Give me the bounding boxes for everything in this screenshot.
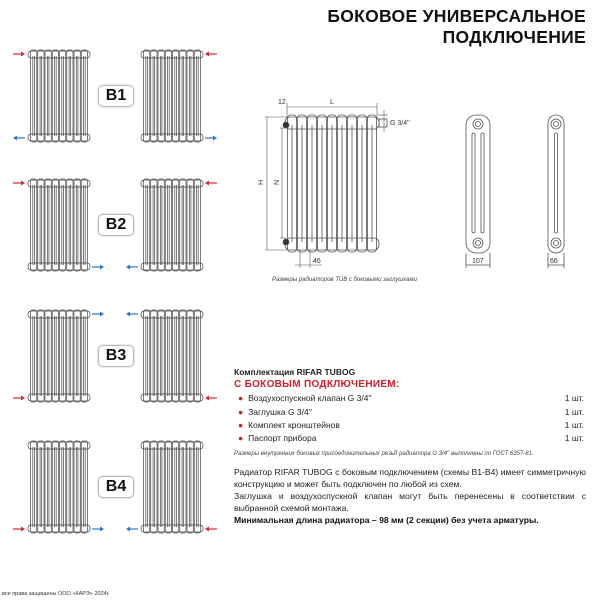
supply-arrow-icon [205, 181, 217, 186]
kit-item-qty: 1 шт. [564, 433, 584, 444]
radiator-left [28, 441, 90, 533]
radiator-left [28, 50, 90, 142]
scheme-label-b2: B2 [98, 214, 134, 236]
radiator-right [141, 179, 203, 271]
kit-item-name: Комплект кронштейнов [248, 419, 340, 430]
dim-l-label: L [330, 99, 334, 106]
radiator-right [141, 310, 203, 402]
kit-item-qty: 1 шт. [564, 406, 584, 417]
thread-note: Размеры внутренних боковых присоединительных резьб радиатора G 3/4'' выполнены по ГОСТ 6357-81. [234, 451, 534, 457]
kit-item [234, 433, 584, 443]
kit-item-name: Заглушка G 3/4'' [248, 406, 312, 417]
kit-item-qty: 1 шт. [564, 393, 584, 404]
kit-item-qty: 1 шт. [564, 419, 584, 430]
copyright: все права защищены ООО «КАРЭ» 2024г. [2, 591, 110, 597]
return-arrow-icon [126, 312, 138, 317]
bullet-icon: ● [238, 406, 244, 417]
radiator-right [141, 50, 203, 142]
description-p2: Заглушка и воздухоспускной клапан могут быть перенесены в соответствии с выбранной схемой монтажа. [234, 491, 586, 513]
return-arrow-icon [92, 527, 104, 532]
dim-12-label: 12 [278, 99, 286, 106]
dim-h-label: H [258, 179, 265, 185]
scheme-label-b4: B4 [98, 476, 134, 498]
dim-n-label: N [274, 179, 281, 185]
dim-46-label: 46 [313, 258, 321, 265]
supply-arrow-icon [13, 527, 25, 532]
supply-arrow-icon [13, 52, 25, 57]
bullet-icon: ● [238, 419, 244, 430]
description-p3: Минимальная длина радиатора – 98 мм (2 секции) без учета арматуры. [234, 515, 539, 525]
kit-subheading: С БОКОВЫМ ПОДКЛЮЧЕНИЕМ: [234, 379, 400, 390]
supply-arrow-icon [205, 527, 217, 532]
kit-item [234, 407, 584, 417]
kit-heading: Комплектация RIFAR TUBOG [234, 367, 356, 377]
supply-arrow-icon [205, 52, 217, 57]
return-arrow-icon [205, 136, 217, 141]
drawing-caption: Размеры радиаторов TUB с боковыми заглушками [272, 277, 417, 283]
supply-arrow-icon [205, 396, 217, 401]
dimension-drawing [250, 90, 600, 280]
radiator-side-view-2-column [548, 115, 564, 268]
radiator-right [141, 441, 203, 533]
kit-section [234, 367, 584, 443]
dim-107-label: 107 [472, 258, 484, 265]
page-title [327, 6, 586, 48]
kit-item [234, 393, 584, 403]
scheme-label-b3: B3 [98, 345, 134, 367]
bullet-icon: ● [238, 433, 244, 444]
title-line-2: ПОДКЛЮЧЕНИЕ [442, 27, 586, 47]
kit-item [234, 420, 584, 430]
return-arrow-icon [13, 136, 25, 141]
radiator-left [28, 310, 90, 402]
bullet-icon: ● [238, 393, 244, 404]
kit-item-name: Воздухоспускной клапан G 3/4'' [248, 393, 372, 404]
dim-66-label: 66 [550, 258, 558, 265]
return-arrow-icon [126, 527, 138, 532]
supply-arrow-icon [13, 181, 25, 186]
return-arrow-icon [92, 265, 104, 270]
return-arrow-icon [126, 265, 138, 270]
return-arrow-icon [92, 312, 104, 317]
kit-item-name: Паспорт прибора [248, 433, 317, 444]
radiator-left [28, 179, 90, 271]
supply-arrow-icon [13, 396, 25, 401]
scheme-label-b1: B1 [98, 85, 134, 107]
description [234, 466, 586, 526]
dim-thread-label: G 3/4'' [390, 120, 410, 127]
description-p1: Радиатор RIFAR TUBOG с боковым подключением (схемы В1-В4) имеет симметричную конструкцию и может быть подключен по любой из схем. [234, 467, 586, 489]
title-line-1: БОКОВОЕ УНИВЕРСАЛЬНОЕ [327, 6, 586, 26]
radiator-side-view-3-column [466, 115, 490, 268]
radiator-front-view [283, 115, 387, 252]
